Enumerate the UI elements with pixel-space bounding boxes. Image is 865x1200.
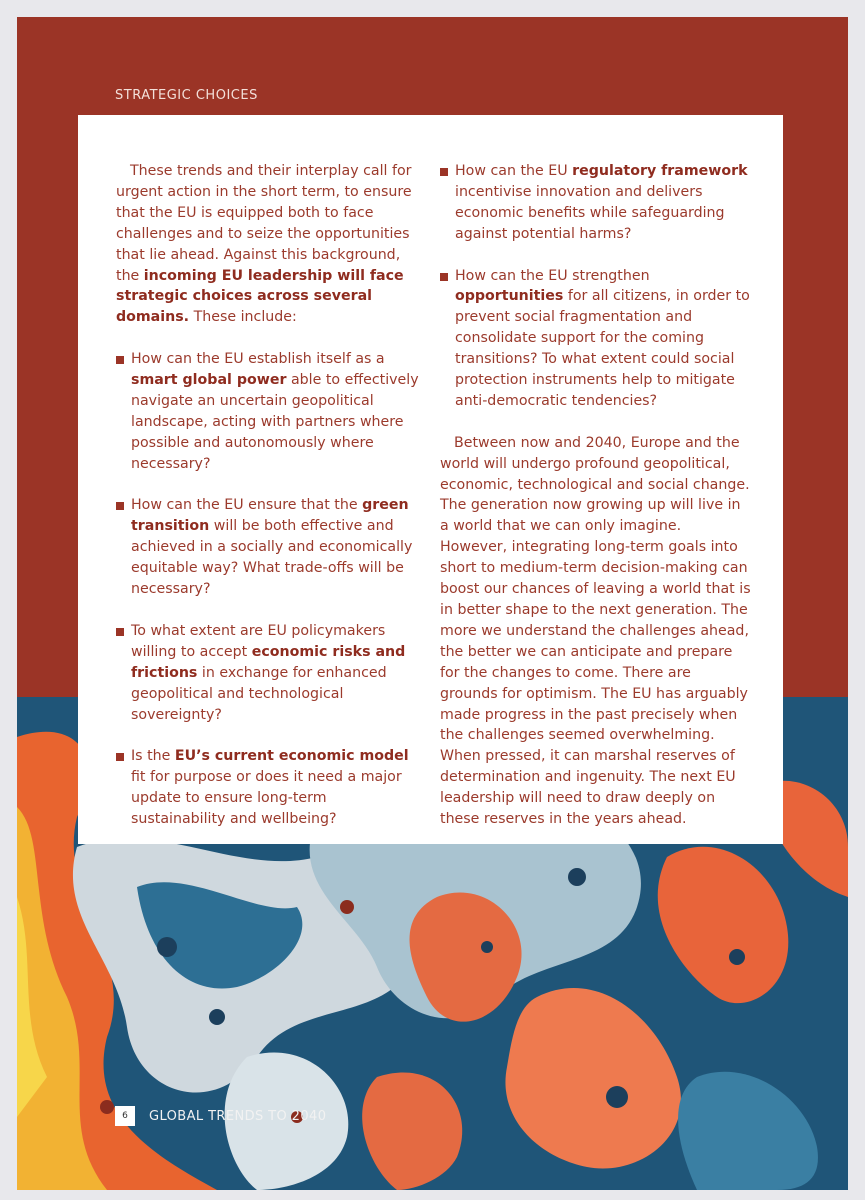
content-card <box>78 115 783 844</box>
body-text: able to effectively navigate an uncertain geopolitical landscape, acting with partners where possible and autonomously where necessary? <box>131 372 419 472</box>
right-column <box>440 161 752 830</box>
strategic-questions-list-left <box>116 349 422 830</box>
body-text: incentivise innovation and delivers economic benefits while safeguarding against potential harms? <box>455 183 725 242</box>
body-text: How can the EU strengthen <box>455 267 650 284</box>
body-text: These trends and their interplay call for urgent action in the short term, to ensure that the EU is equipped both to face challenges and to seize the opportunities that lie ahead. Against this background, the <box>116 163 412 284</box>
body-text: will be both effective and achieved in a socially and economically equitable way? What trade-offs will be necessary? <box>131 518 413 598</box>
bullet-smart-global-power <box>116 349 422 474</box>
bullet-opportunities <box>440 266 752 412</box>
publication-title: GLOBAL TRENDS TO 2040 <box>149 1108 327 1124</box>
section-header: STRATEGIC CHOICES <box>115 88 258 103</box>
emphasis-text: opportunities <box>455 288 564 305</box>
closing-paragraph: Between now and 2040, Europe and the world will undergo profound geopolitical, economic, technological and social change. The generation now growing up will live in a world that we can only imagine. However, integrating long-term goals into short to medium-term decision-making can boost our chances of leaving a world that is in better shape to the next generation. The more we understand the challenges ahead, the better we can anticipate and prepare for the changes to come. There are grounds for optimism. The EU has arguably made progress in the past precisely when the challenges seemed overwhelming. When pressed, it can marshal reserves of determination and ingenuity. The next EU leadership will need to draw deeply on these reserves in the years ahead. <box>440 434 751 828</box>
strategic-questions-list-right <box>440 161 752 412</box>
page-number: 6 <box>115 1106 135 1126</box>
page-footer <box>115 1106 326 1126</box>
bullet-economic-model <box>116 746 422 830</box>
body-text: To what extent are EU policymakers willing to accept <box>131 622 386 660</box>
bullet-regulatory-framework <box>440 161 752 245</box>
emphasis-text: green transition <box>131 497 409 535</box>
body-text: for all citizens, in order to prevent social fragmentation and consolidate support for the coming transitions? To what extent could social protection instruments help to mitigate anti-democratic tendencies? <box>455 288 750 409</box>
body-text: Is the <box>131 748 175 765</box>
emphasis-text: smart global power <box>131 372 287 389</box>
bullet-green-transition <box>116 495 422 600</box>
body-text: How can the EU establish itself as a <box>131 351 385 368</box>
body-text: in exchange for enhanced geopolitical and technological sovereignty? <box>131 664 387 723</box>
body-text: How can the EU <box>455 163 573 179</box>
left-column <box>116 161 422 830</box>
body-text: These include: <box>189 309 297 326</box>
document-page <box>17 17 848 1190</box>
body-text: fit for purpose or does it need a major update to ensure long-term sustainability and wellbeing? <box>131 769 402 828</box>
emphasis-text: economic risks and frictions <box>131 643 406 681</box>
intro-paragraph <box>116 161 422 328</box>
body-text: How can the EU ensure that the <box>131 497 363 514</box>
bullet-economic-risks <box>116 621 422 726</box>
emphasis-text: incoming EU leadership will face strategic choices across several domains. <box>116 267 404 326</box>
emphasis-text: EU’s current economic model <box>174 748 409 765</box>
emphasis-text: regulatory framework <box>572 163 748 179</box>
